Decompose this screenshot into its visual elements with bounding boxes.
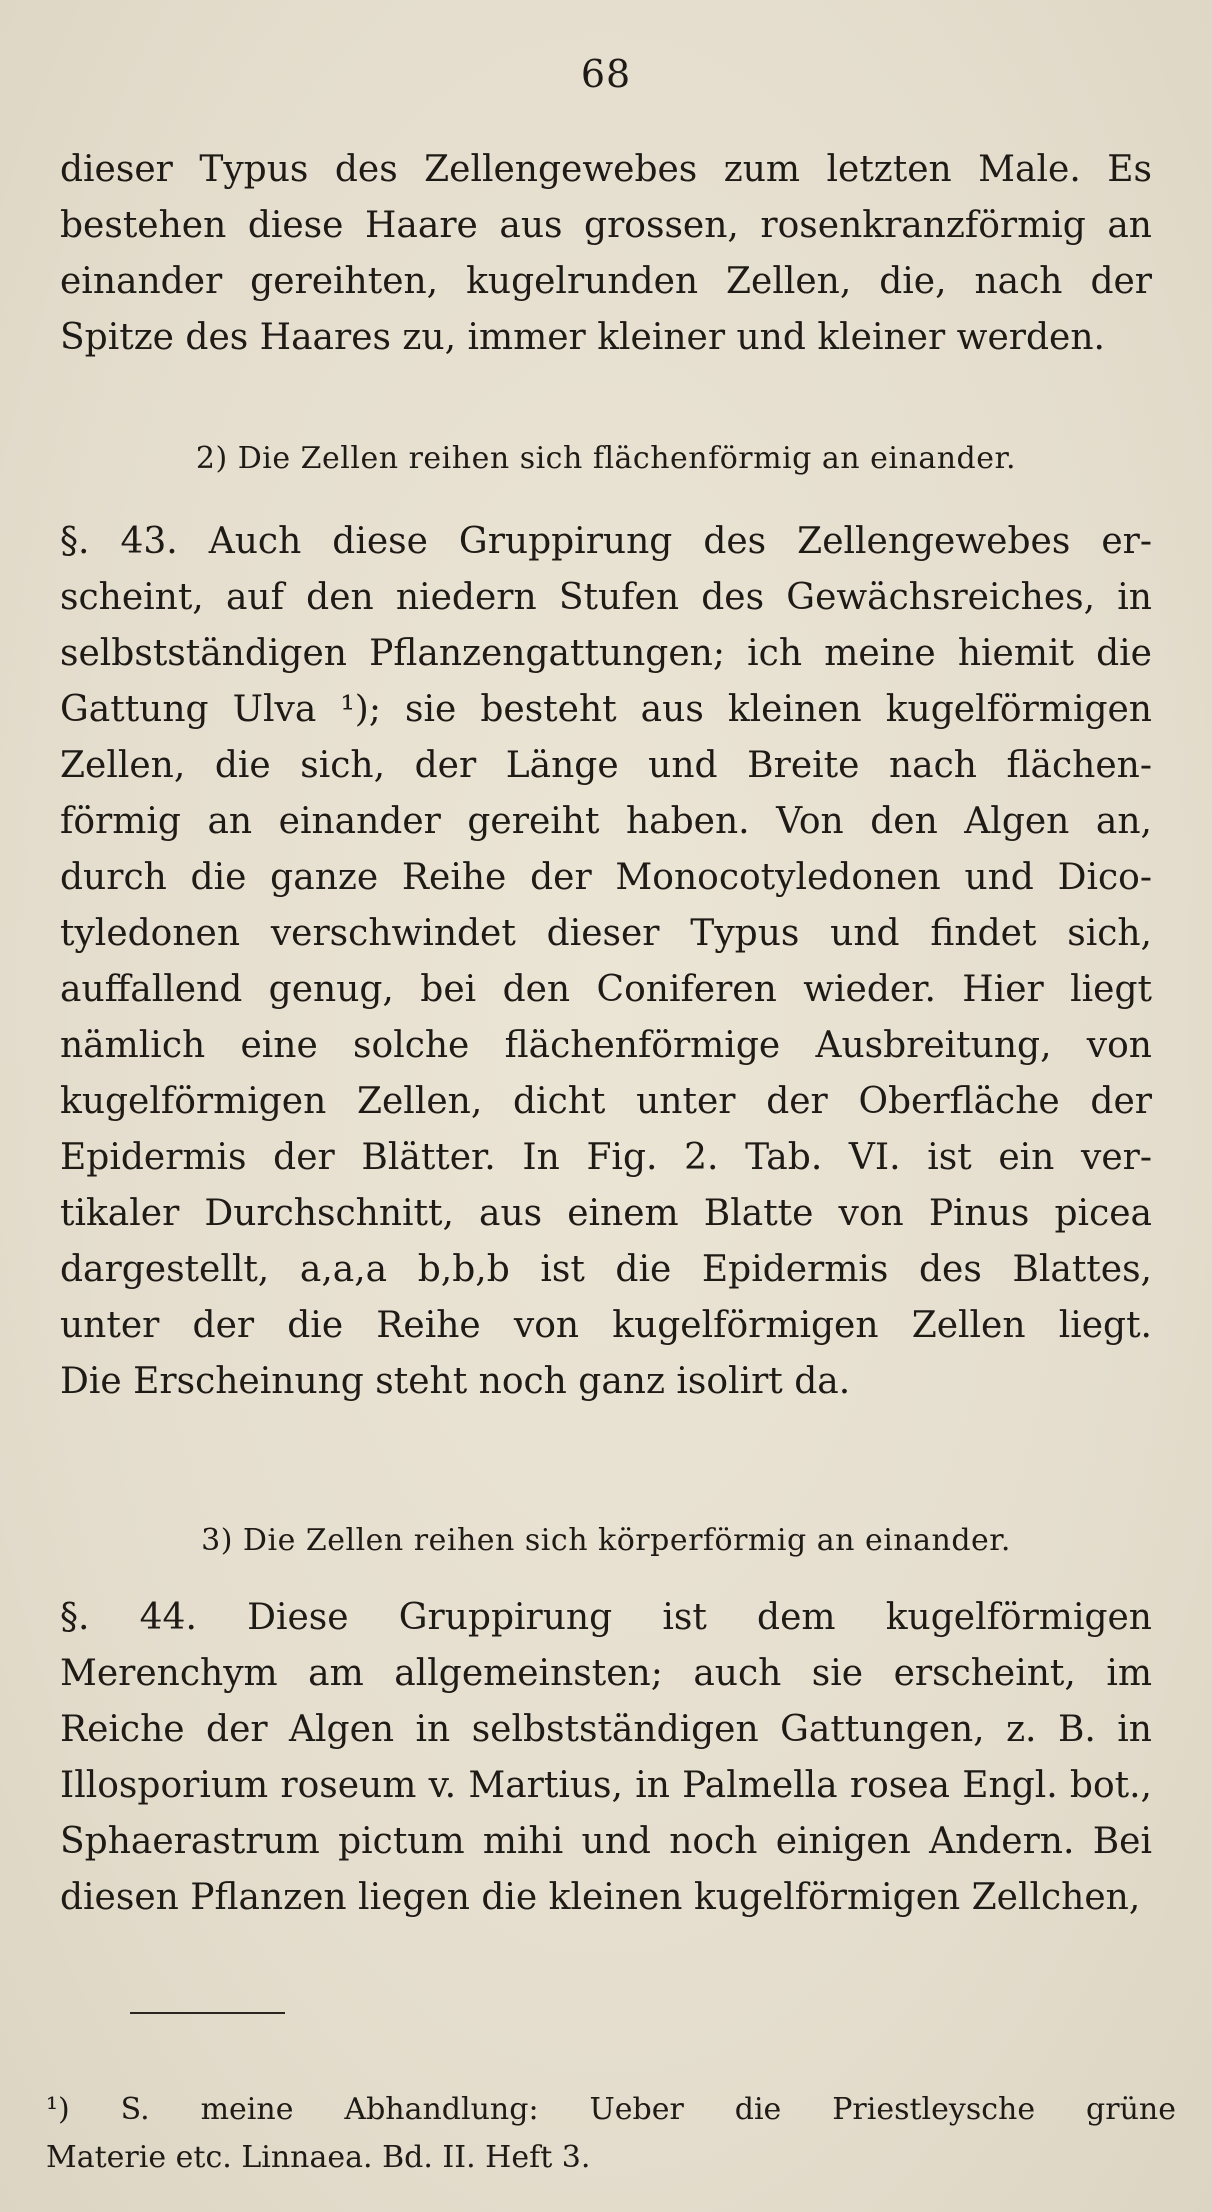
text-line: Illosporium roseum v. Martius, in Palmella rosea Engl. bot., (60, 1765, 1152, 1806)
text-line: selbstständigen Pflanzengattungen; ich meine hiemit die (60, 633, 1152, 674)
text-line: bestehen diese Haare aus grossen, rosenkranzförmig an (60, 205, 1152, 246)
paragraph-3 (60, 1590, 1152, 1926)
text-line: unter der die Reihe von kugelförmigen Zellen liegt. (60, 1305, 1152, 1346)
text-line: Gattung Ulva ¹); sie besteht aus kleinen kugelförmigen (60, 689, 1152, 730)
paragraph-2 (60, 514, 1152, 1410)
page-number: 68 (580, 52, 632, 96)
footnote-line: Materie etc. Linnaea. Bd. II. Heft 3. (46, 2140, 591, 2175)
text-line: Reiche der Algen in selbstständigen Gattungen, z. B. in (60, 1709, 1152, 1750)
text-line: §. 44. Diese Gruppirung ist dem kugelförmigen (60, 1597, 1152, 1638)
footnote (46, 2086, 1176, 2182)
text-line: tikaler Durchschnitt, aus einem Blatte von Pinus picea (60, 1193, 1152, 1234)
text-line: Die Erscheinung steht noch ganz isolirt da. (60, 1361, 851, 1402)
text-line: Spitze des Haares zu, immer kleiner und kleiner werden. (60, 317, 1105, 358)
text-line: Sphaerastrum pictum mihi und noch einigen Andern. Bei (60, 1821, 1152, 1862)
text-line: auffallend genug, bei den Coniferen wieder. Hier liegt (60, 969, 1152, 1010)
footnote-line: ¹) S. meine Abhandlung: Ueber die Priestleysche grüne (46, 2092, 1176, 2127)
text-line: diesen Pflanzen liegen die kleinen kugelförmigen Zellchen, (60, 1877, 1141, 1918)
footnote-divider (130, 2012, 285, 2014)
paragraph-1 (60, 142, 1152, 366)
text-line: einander gereihten, kugelrunden Zellen, die, nach der (60, 261, 1152, 302)
text-line: scheint, auf den niedern Stufen des Gewächsreiches, in (60, 577, 1152, 618)
text-line: dargestellt, a,a,a b,b,b ist die Epidermis des Blattes, (60, 1249, 1152, 1290)
text-line: tyledonen verschwindet dieser Typus und findet sich, (60, 913, 1152, 954)
text-line: §. 43. Auch diese Gruppirung des Zellengewebes er- (60, 521, 1152, 562)
section-heading-3: 3) Die Zellen reihen sich körperförmig an einander. (201, 1523, 1011, 1558)
text-line: Epidermis der Blätter. In Fig. 2. Tab. VI. ist ein ver- (60, 1137, 1152, 1178)
text-line: förmig an einander gereiht haben. Von den Algen an, (60, 801, 1152, 842)
text-line: nämlich eine solche flächenförmige Ausbreitung, von (60, 1025, 1152, 1066)
text-line: Merenchym am allgemeinsten; auch sie erscheint, im (60, 1653, 1152, 1694)
section-heading-2: 2) Die Zellen reihen sich flächenförmig an einander. (195, 441, 1017, 476)
text-line: kugelförmigen Zellen, dicht unter der Oberfläche der (60, 1081, 1152, 1122)
text-line: durch die ganze Reihe der Monocotyledonen und Dico- (60, 857, 1152, 898)
text-line: dieser Typus des Zellengewebes zum letzten Male. Es (60, 149, 1152, 190)
text-line: Zellen, die sich, der Länge und Breite nach flächen- (60, 745, 1152, 786)
